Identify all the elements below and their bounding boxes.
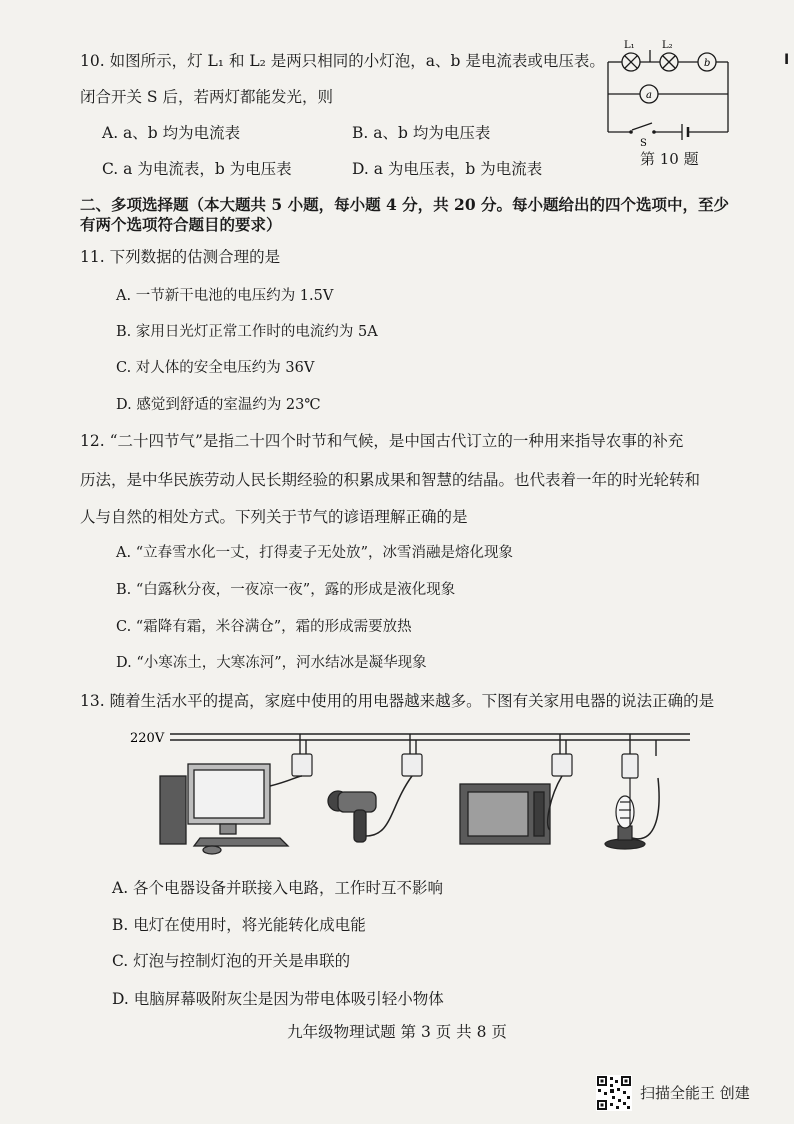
label-220v: 220V [130, 731, 165, 746]
label-l2: L₂ [662, 40, 673, 51]
label-l1: L₁ [624, 40, 635, 51]
page-footer: 九年级物理试题 第 3 页 共 8 页 [287, 1023, 507, 1041]
q13-option-b: B. 电灯在使用时，将光能转化成电能 [112, 916, 366, 934]
edge-mark: I [784, 52, 790, 68]
q12-option-a: A. “立春雪水化一丈，打得麦子无处放”，冰雪消融是熔化现象 [116, 545, 514, 561]
q12-option-d: D. “小寒冻土，大寒冻河”，河水结冰是凝华现象 [116, 655, 427, 671]
q10-line1: 10. 如图所示，灯 L₁ 和 L₂ 是两只相同的小灯泡，a、b 是电流表或电压表。 [80, 52, 605, 70]
q11-option-b: B. 家用日光灯正常工作时的电流约为 5A [116, 324, 378, 340]
q12-line2: 历法，是中华民族劳动人民长期经验的积累成果和智慧的结晶。也代表着一年的时光轮转和 [80, 471, 701, 489]
q11-option-d: D. 感觉到舒适的室温约为 23℃ [116, 397, 321, 413]
q12-option-c: C. “霜降有霜，米谷满仓”，霜的形成需要放热 [116, 619, 412, 635]
q10-option-a: A. a、b 均为电流表 [102, 124, 241, 142]
q11-option-c: C. 对人体的安全电压约为 36V [116, 360, 315, 376]
q10-option-b: B. a、b 均为电压表 [352, 124, 491, 142]
q13-stem: 13. 随着生活水平的提高，家庭中使用的用电器越来越多。下图有关家用电器的说法正确的是 [80, 692, 715, 710]
q10-option-d: D. a 为电压表，b 为电流表 [352, 160, 543, 178]
scanner-watermark: 扫描全能王 创建 [640, 1084, 750, 1102]
q12-line1: 12. “二十四节气”是指二十四个时节和气候，是中国古代订立的一种用来指导农事的补充 [80, 432, 684, 450]
section2-line2: 有两个选项符合题目的要求） [80, 215, 282, 234]
q12-line3: 人与自然的相处方式。下列关于节气的谚语理解正确的是 [80, 508, 468, 526]
q12-option-b: B. “白露秋分夜，一夜凉一夜”，露的形成是液化现象 [116, 582, 456, 598]
figure-10-caption: 第 10 题 [640, 150, 699, 168]
meter-a: a [646, 90, 652, 101]
q10-option-c: C. a 为电流表，b 为电压表 [102, 160, 292, 178]
q10-line2: 闭合开关 S 后，若两灯都能发光，则 [80, 88, 333, 106]
label-s: S [640, 138, 647, 149]
q13-option-c: C. 灯泡与控制灯泡的开关是串联的 [112, 952, 351, 970]
q11-stem: 11. 下列数据的估测合理的是 [80, 248, 281, 266]
q13-option-a: A. 各个电器设备并联接入电路，工作时互不影响 [112, 879, 444, 897]
section2-line1: 二、多项选择题（本大题共 5 小题，每小题 4 分，共 20 分。每小题给出的四个选项中，至少 [80, 195, 730, 214]
q13-option-d: D. 电脑屏幕吸附灰尘是因为带电体吸引轻小物体 [112, 990, 444, 1008]
q11-option-a: A. 一节新干电池的电压约为 1.5V [116, 288, 334, 304]
household-circuit-figure [130, 726, 710, 856]
qr-code [596, 1075, 632, 1111]
meter-b: b [704, 58, 711, 69]
